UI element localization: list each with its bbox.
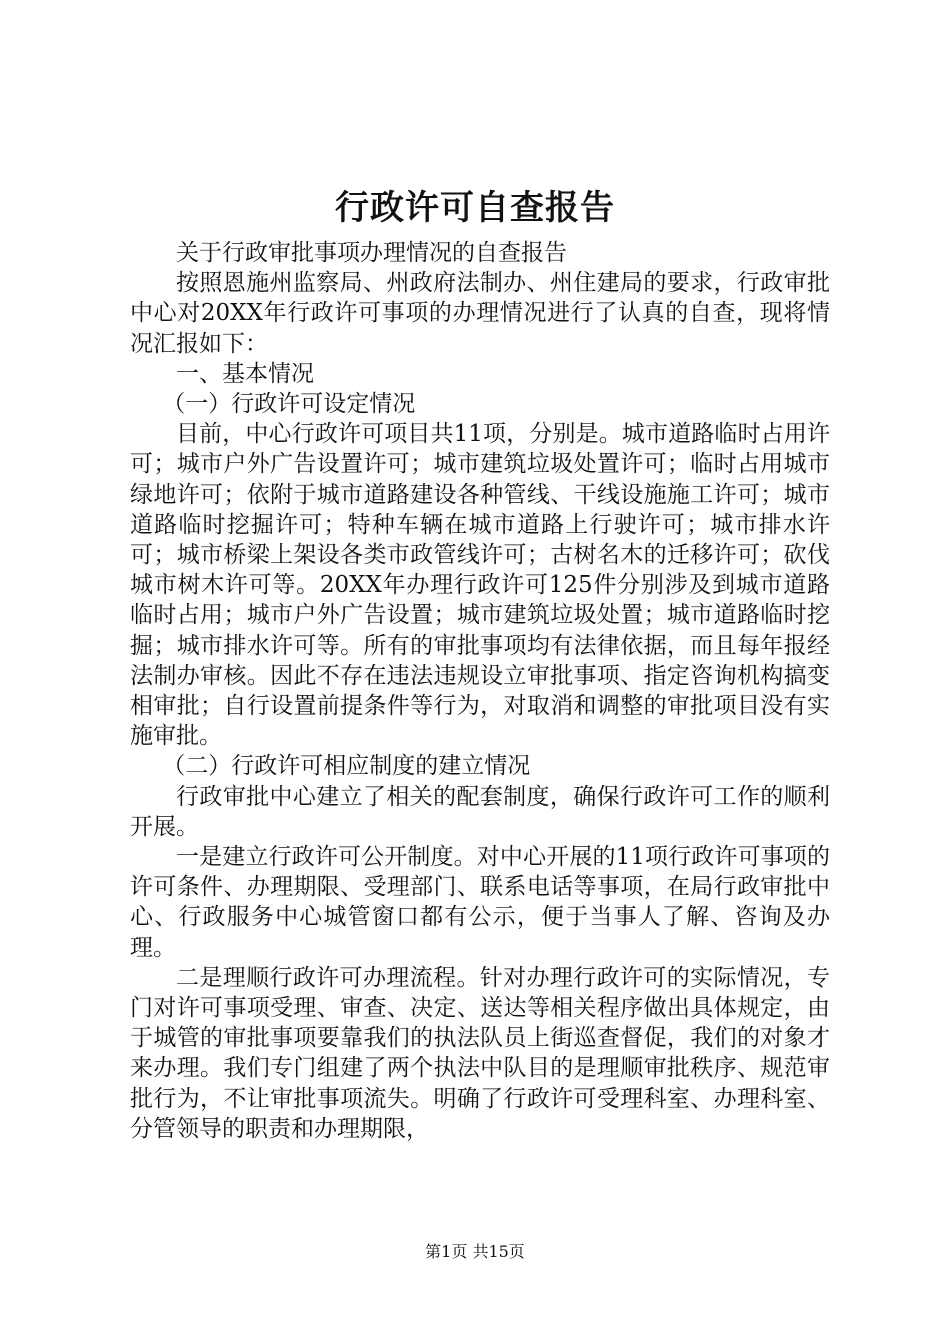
paragraph-permit-items: 目前，中心行政许可项目共11项，分别是。城市道路临时占用许可；城市户外广告设置许可；城市建筑垃圾处置许可；临时占用城市绿地许可；依附于城市道路建设各种管线、干线设施施工许可；城市道路临时挖掘许可；特种车辆在城市道路上行驶许可；城市排水许可；城市桥梁上架设各类市政管线许可；古树名木的迁移许可；砍伐城市树木许可等。20XX年办理行政许可125件分别涉及到城市道路临时占用；城市户外广告设置；城市建筑垃圾处置；城市道路临时挖掘；城市排水许可等。所有的审批事项均有法律依据，而且每年报经法制办审核。因此不存在违法违规设立审批事项、指定咨询机构搞变相审批；自行设置前提条件等行为，对取消和调整的审批项目没有实施审批。 — [130, 421, 830, 750]
paragraph-point-two: 二是理顺行政许可办理流程。针对办理行政许可的实际情况，专门对许可事项受理、审查、决定、送达等相关程序做出具体规定，由于城管的审批事项要靠我们的执法队员上街巡查督促，我们的对象才来办理。我们专门组建了两个执法中队目的是理顺审批秩序、规范审批行为，不让审批事项流失。明确了行政许可受理科室、办理科室、分管领导的职责和办理期限， — [130, 964, 830, 1142]
paragraph-subtitle: 关于行政审批事项办理情况的自查报告 — [176, 240, 567, 266]
paragraph-intro: 按照恩施州监察局、州政府法制办、州住建局的要求，行政审批中心对20XX年行政许可事项的办理情况进行了认真的自查，现将情况汇报如下： — [130, 270, 830, 357]
document-body — [130, 238, 830, 1144]
page-footer: 第1页 共15页 — [425, 1242, 525, 1261]
subsection-heading-2: （二）行政许可相应制度的建立情况 — [162, 753, 531, 780]
paragraph-point-one: 一是建立行政许可公开制度。对中心开展的11项行政许可事项的许可条件、办理期限、受理部门、联系电话等事项，在局行政审批中心、行政服务中心城管窗口都有公示，便于当事人了解、咨询及办理。 — [130, 844, 830, 961]
subsection-heading-1: （一）行政许可设定情况 — [162, 391, 416, 418]
paragraph-system-intro: 行政审批中心建立了相关的配套制度，确保行政许可工作的顺利开展。 — [130, 783, 830, 840]
section-heading-basic: 一、基本情况 — [176, 360, 314, 387]
document-title: 行政许可自查报告 — [335, 188, 615, 228]
